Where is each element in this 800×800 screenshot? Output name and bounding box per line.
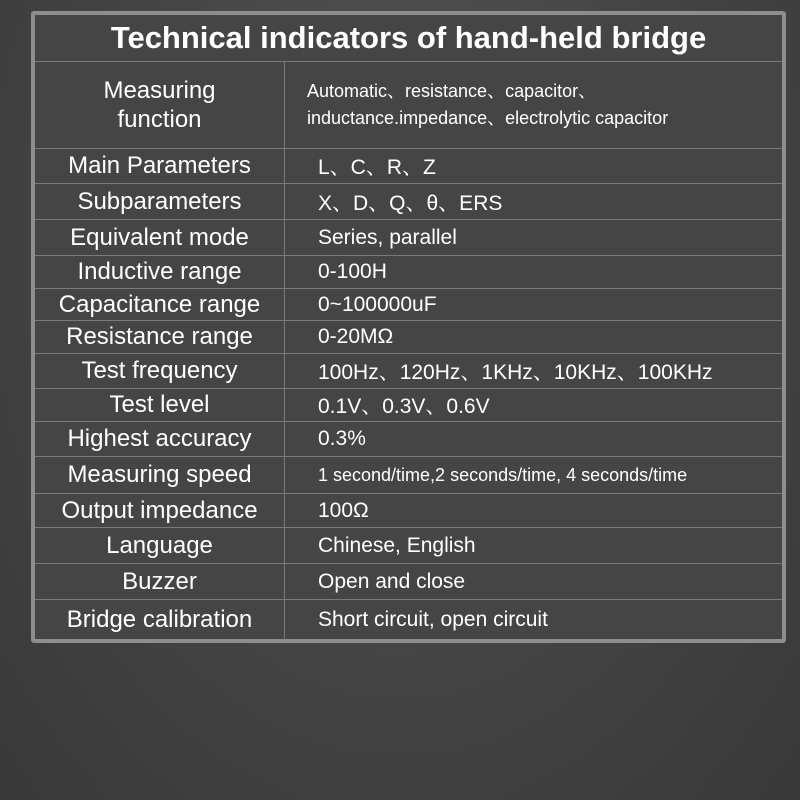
- table-row-test-level: [35, 389, 782, 422]
- row-value: Open and close: [318, 569, 466, 593]
- table-row-buzzer: [35, 564, 782, 600]
- row-value: X、D、Q、θ、ERS: [318, 191, 503, 215]
- spec-table: [35, 62, 782, 640]
- row-label: Language: [35, 528, 285, 563]
- table-row-resistance-range: [35, 321, 782, 354]
- row-label: Buzzer: [35, 564, 285, 599]
- row-value: 100Hz、120Hz、1KHz、10KHz、100KHz: [318, 361, 713, 384]
- table-row-inductive-range: [35, 256, 782, 289]
- table-row-test-frequency: [35, 354, 782, 389]
- row-label: Resistance range: [35, 321, 285, 353]
- table-row-subparameters: [35, 184, 782, 220]
- row-label: Bridge calibration: [35, 600, 285, 640]
- table-row-equivalent-mode: [35, 220, 782, 256]
- row-value: Series, parallel: [318, 225, 457, 249]
- row-value: 0.1V、0.3V、0.6V: [318, 395, 490, 418]
- table-row-main-parameters: [35, 149, 782, 184]
- row-value: 0~100000uF: [318, 292, 437, 316]
- row-label: Equivalent mode: [35, 220, 285, 255]
- table-row-measuring-speed: [35, 457, 782, 494]
- row-value: Short circuit, open circuit: [318, 608, 548, 631]
- row-label: Subparameters: [35, 184, 285, 219]
- row-value: 100Ω: [318, 498, 369, 522]
- row-label: Capacitance range: [35, 289, 285, 320]
- table-row-measuring-function: [35, 62, 782, 149]
- row-value: 0-20MΩ: [318, 325, 394, 348]
- row-label: Measuring speed: [35, 457, 285, 493]
- row-value: 0.3%: [318, 427, 366, 450]
- row-label: Main Parameters: [35, 149, 285, 183]
- page-title: Technical indicators of hand-held bridge: [35, 15, 782, 62]
- row-value: Automatic、resistance、capacitor、inductance.impedance、electrolytic capacitor: [307, 81, 669, 128]
- row-label: Inductive range: [35, 256, 285, 288]
- row-value: 1 second/time,2 seconds/time, 4 seconds/time: [318, 464, 688, 485]
- row-value: Chinese, English: [318, 533, 476, 557]
- table-row-output-impedance: [35, 494, 782, 528]
- row-label: Test level: [35, 389, 285, 421]
- row-label: Measuring function: [35, 62, 285, 148]
- row-value: 0-100H: [318, 260, 387, 283]
- table-row-bridge-calibration: [35, 600, 782, 640]
- row-label: Highest accuracy: [35, 422, 285, 456]
- table-row-capacitance-range: [35, 289, 782, 321]
- table-row-language: [35, 528, 782, 564]
- spec-panel: [31, 11, 786, 643]
- row-label: Output impedance: [35, 494, 285, 527]
- row-value: L、C、R、Z: [318, 156, 436, 179]
- row-label: Test frequency: [35, 354, 285, 388]
- table-row-highest-accuracy: [35, 422, 782, 457]
